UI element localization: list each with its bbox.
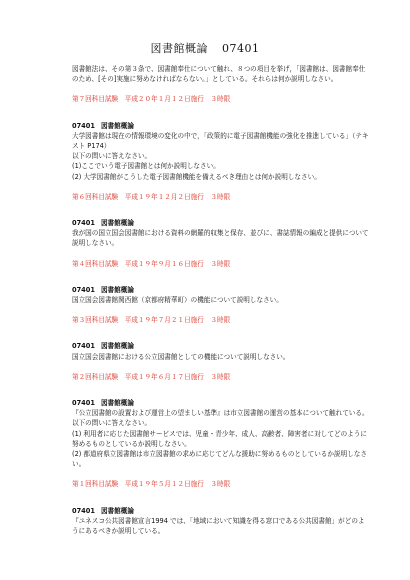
question-block-6	[72, 479, 370, 536]
heading-course: 図書館概論	[100, 506, 134, 515]
question-text: 『ユネスコ公共図書館宣言1994 では、「地域において知識を得る窓口である公共図書館」がどのようにあるべきか説明している。	[72, 516, 365, 536]
exam-date-line: 第２回科目試験 平成１９年６月１７日施行 ３時限	[72, 372, 231, 381]
page-title	[0, 40, 410, 56]
heading-code: 07401	[72, 285, 95, 294]
document-body	[72, 64, 370, 536]
question-heading	[72, 285, 370, 295]
question-block-2	[72, 192, 370, 249]
heading-code: 07401	[72, 399, 95, 408]
heading-course: 図書館概論	[100, 121, 134, 130]
question-block-5	[72, 372, 370, 470]
heading-code: 07401	[72, 342, 95, 351]
question-heading	[72, 218, 370, 228]
question-text: 『公立図書館の設置および運営上の望ましい基準』は市立図書館の運営の基本について触れている。以下の問いに答えなさい。 (1) 利用者に応じた図書館サービスでは、児童・青少年、成人、高齢者、障害者に対してどのように努めるものとしているか説明しなさい。 (2) 都道府県立図書館は市立図書館の求めに応じてどんな援助に努めるものとしているか説明しなさい。	[72, 409, 369, 469]
intro-paragraph: 図書館法は、その第３条で、図書館奉仕について触れ、８つの項目を挙げ，「図書館は、図書館奉仕のため、[その]実施に努めなければならない。」としている。それらは何か説明しなさい。	[72, 65, 366, 84]
exam-date-line: 第６回科目試験 平成１９年１２月２日施行 ３時限	[72, 192, 231, 201]
exam-date-line: 第７回科目試験 平成２０年１月１２日施行 ３時限	[72, 95, 231, 104]
course-code: 07401	[222, 42, 260, 55]
heading-code: 07401	[72, 121, 95, 130]
question-text: 国立国会図書館関西館（京都府精華町）の機能について説明しなさい。	[72, 296, 283, 305]
course-title: 図書館概論	[150, 42, 208, 55]
question-block-1	[72, 94, 370, 181]
question-block-4	[72, 315, 370, 362]
heading-course: 図書館概論	[100, 342, 134, 351]
exam-date-line: 第１回科目試験 平成１９年５月１２日施行 ３時限	[72, 480, 231, 489]
question-heading	[72, 121, 370, 131]
question-text: 大学図書館は現在の情報環境の変化の中で，「政策的に電子図書館機能の強化を推進している」（テキスト P174） 以下の問いに答えなさい。 (1)ここでいう電子図書館とは何か説明しなさい。 (2) 大学図書館がこうした電子図書館機能を備えるべき理由とは何か説明しなさい。	[72, 131, 369, 181]
heading-code: 07401	[72, 506, 95, 515]
heading-course: 図書館概論	[100, 219, 134, 228]
question-text: 国立国会図書館における公立図書館としての機能について説明しなさい。	[72, 352, 290, 361]
exam-date-line: 第３回科目試験 平成１９年７月２１日施行 ３時限	[72, 316, 231, 325]
question-block-3	[72, 259, 370, 306]
heading-code: 07401	[72, 219, 95, 228]
question-heading	[72, 398, 370, 408]
question-text: 我が国の国立国会図書館における資料の網羅的収集と保存、並びに、書誌情報の編成と提供について説明しなさい。	[72, 229, 369, 248]
question-heading	[72, 341, 370, 351]
question-heading	[72, 506, 370, 516]
heading-course: 図書館概論	[100, 285, 134, 294]
heading-course: 図書館概論	[100, 399, 134, 408]
exam-date-line: 第４回科目試験 平成１９年９月１６日施行 ３時限	[72, 259, 231, 268]
